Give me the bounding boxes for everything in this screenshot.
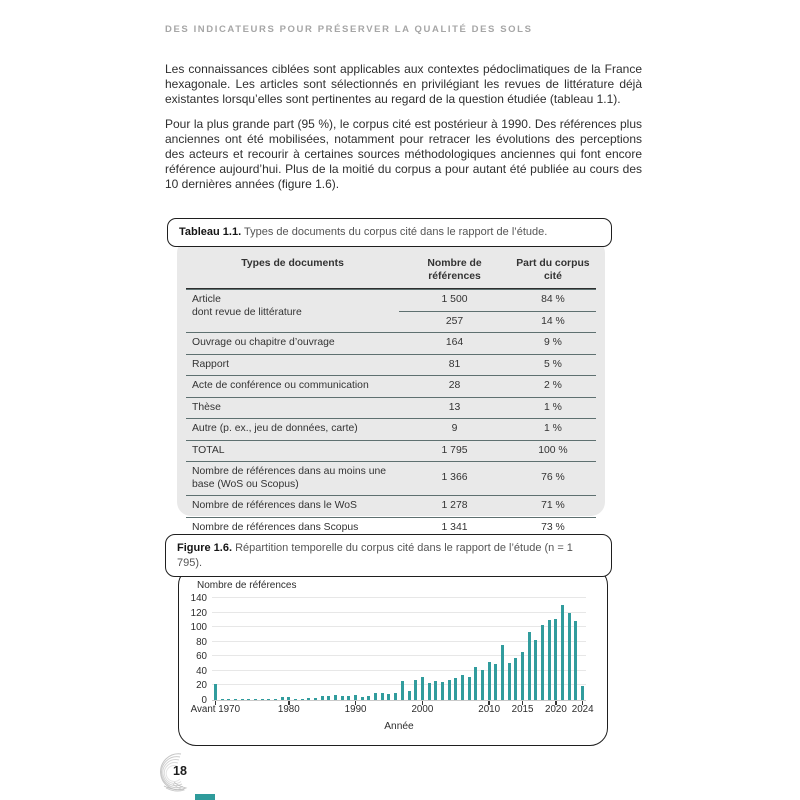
chart-bar bbox=[534, 640, 537, 700]
table-row bbox=[186, 332, 596, 354]
chart-bar bbox=[428, 683, 431, 700]
table-cell-label: Nombre de références dans Scopus bbox=[192, 521, 359, 533]
chart-bar bbox=[501, 645, 504, 700]
chart-bar bbox=[367, 696, 370, 700]
chart-bar bbox=[214, 684, 217, 700]
chart-x-tick-label: 1980 bbox=[277, 704, 300, 715]
chart-bar bbox=[414, 680, 417, 700]
table-row bbox=[186, 461, 596, 495]
chart-bar bbox=[468, 677, 471, 700]
table-cell-count: 9 bbox=[451, 423, 458, 434]
chart-bar bbox=[274, 699, 277, 700]
table-header-part: Part du corpus cité bbox=[516, 258, 590, 282]
table-body bbox=[186, 289, 596, 538]
chart-bar bbox=[261, 699, 264, 700]
paragraph-2: Pour la plus grande part (95 %), le corpus cité est postérieur à 1990. Des références plus anciennes ont été mobilisées, notamment pour retracer les évolutions des perceptions des acteurs et recourir à certaines sources méthodologiques anciennes qui font encore référence aujourd’hui. Plus de la moitié du corpus a pour autant été publiée au cours des 10 dernières années (figure 1.6). bbox=[165, 117, 642, 192]
table-cell-percent: 9 % bbox=[543, 337, 562, 348]
table-cell-count: 13 bbox=[448, 401, 461, 413]
table-cell-count: 1 795 bbox=[441, 444, 468, 456]
table-subrow bbox=[399, 311, 596, 333]
chart-plot-area bbox=[212, 598, 586, 701]
chart-bar bbox=[301, 699, 304, 700]
chart-bar bbox=[421, 677, 424, 700]
chart-y-tick-label: 100 bbox=[190, 622, 207, 634]
table-cell-label: Nombre de références dans le WoS bbox=[192, 500, 357, 511]
chart-x-axis-title: Année bbox=[384, 721, 414, 732]
table-cell-percent: 2 % bbox=[543, 380, 562, 391]
table-cell-count: 1 366 bbox=[441, 472, 468, 484]
table-row bbox=[186, 495, 596, 517]
chart-y-axis-title: Nombre de références bbox=[197, 580, 297, 591]
table-caption bbox=[167, 218, 612, 247]
table-cell-percent: 73 % bbox=[541, 521, 565, 533]
figure-caption-text: Répartition temporelle du corpus cité dans le rapport de l’étude (n = 1 795). bbox=[177, 542, 573, 569]
table-cell-label: Rapport bbox=[192, 358, 229, 370]
chart-bar bbox=[548, 620, 551, 700]
chart-x-tick-label: Avant 1970 bbox=[190, 704, 241, 715]
chart-bar bbox=[341, 696, 344, 700]
chart-bar bbox=[434, 681, 437, 700]
chart-bar bbox=[221, 699, 224, 700]
table-cell-count: 28 bbox=[448, 380, 461, 391]
chart-x-tick-label: 2000 bbox=[411, 704, 434, 715]
table-row bbox=[186, 440, 596, 462]
chart-bar bbox=[307, 698, 310, 700]
running-header: DES INDICATEURS POUR PRÉSERVER LA QUALITÉ DES SOLS bbox=[165, 24, 533, 35]
chart-bar bbox=[521, 652, 524, 700]
chart-y-tick-label: 20 bbox=[196, 680, 207, 692]
chart-gridline bbox=[212, 612, 586, 613]
chart-bar bbox=[227, 699, 230, 700]
chart-bar bbox=[528, 632, 531, 700]
chart-bar bbox=[247, 699, 250, 700]
table-caption-label: Tableau 1.1. bbox=[179, 226, 242, 238]
chart-bar bbox=[561, 605, 564, 700]
chart-bar bbox=[454, 678, 457, 700]
chart-bar bbox=[327, 696, 330, 700]
chart-x-tick-label: 2024 bbox=[571, 704, 594, 715]
chart-bar bbox=[448, 680, 451, 700]
figure-chart bbox=[178, 567, 608, 746]
chart-bar bbox=[541, 625, 544, 700]
chart-bar bbox=[554, 619, 557, 700]
chart-bar bbox=[374, 693, 377, 700]
chart-bar bbox=[321, 696, 324, 700]
chart-bar bbox=[234, 699, 237, 700]
table-row bbox=[186, 375, 596, 397]
table-cell-label: Nombre de références dans au moins une base (WoS ou Scopus) bbox=[192, 466, 387, 490]
table-cell-count: 1 341 bbox=[441, 521, 468, 533]
chart-bar bbox=[347, 696, 350, 700]
chart-bar bbox=[334, 695, 337, 700]
chart-y-tick-label: 40 bbox=[196, 665, 207, 677]
table-row bbox=[186, 418, 596, 440]
table-cell-count: 257 bbox=[445, 315, 464, 327]
table-header-row bbox=[186, 254, 596, 288]
chart-x-tick-label: 1990 bbox=[344, 704, 367, 715]
table-cell-count: 1 278 bbox=[441, 500, 468, 511]
chart-bar bbox=[394, 693, 397, 700]
chart-y-tick-label: 140 bbox=[190, 593, 207, 604]
figure-caption bbox=[165, 534, 612, 577]
chart-bar bbox=[381, 693, 384, 700]
chart-bar bbox=[574, 621, 577, 700]
chart-x-tick-label: 2010 bbox=[478, 704, 501, 715]
document-table bbox=[177, 239, 605, 533]
table-cell-percent: 76 % bbox=[541, 472, 565, 484]
table-cell-count: 164 bbox=[445, 337, 464, 348]
chart-bar bbox=[314, 698, 317, 700]
chart-gridline bbox=[212, 626, 586, 627]
chart-bar bbox=[294, 699, 297, 700]
table-cell-label: Ouvrage ou chapitre d’ouvrage bbox=[192, 337, 335, 348]
table-cell-label: Autre (p. ex., jeu de données, carte) bbox=[192, 423, 358, 434]
table-cell-label: Article dont revue de littérature bbox=[192, 294, 302, 318]
chart-y-tick-label: 120 bbox=[190, 607, 207, 619]
table-caption-text: Types de documents du corpus cité dans le rapport de l’étude. bbox=[241, 226, 548, 238]
chart-x-tick-label: 2015 bbox=[511, 704, 534, 715]
table-subrow bbox=[399, 290, 596, 311]
table-cell-percent: 1 % bbox=[543, 423, 562, 434]
table-cell-percent: 14 % bbox=[541, 315, 565, 327]
table-header-types: Types de documents bbox=[241, 258, 344, 269]
chart-bar bbox=[287, 697, 290, 700]
chart-bar bbox=[581, 686, 584, 700]
table-row bbox=[186, 397, 596, 419]
chart-y-tick-label: 80 bbox=[196, 636, 207, 648]
chart-bar bbox=[354, 695, 357, 700]
chart-bar bbox=[494, 664, 497, 700]
table-cell-percent: 1 % bbox=[543, 401, 562, 413]
table-cell-label: Thèse bbox=[192, 401, 221, 413]
chart-bar bbox=[401, 681, 404, 700]
chart-bar bbox=[361, 697, 364, 700]
chart-bar bbox=[254, 699, 257, 700]
chart-y-tick-label: 0 bbox=[201, 695, 207, 706]
chart-bar bbox=[508, 663, 511, 700]
chart-y-tick-label: 60 bbox=[196, 651, 207, 663]
chart-bar bbox=[488, 662, 491, 700]
table-cell-percent: 71 % bbox=[541, 500, 565, 511]
chart-bar bbox=[514, 658, 517, 700]
table-header-nombre: Nombre de références bbox=[427, 258, 482, 282]
chart-bar bbox=[241, 699, 244, 700]
chart-bar bbox=[387, 694, 390, 700]
table-cell-label: Acte de conférence ou communication bbox=[192, 380, 369, 391]
chart-bar bbox=[267, 699, 270, 700]
chart-bar bbox=[461, 675, 464, 701]
table-cell-count: 1 500 bbox=[441, 294, 468, 305]
paragraph-1: Les connaissances ciblées sont applicables aux contextes pédoclimatiques de la France hexagonale. Les articles sont sélectionnés en privilégiant les revues de littérature déjà existantes lorsqu’elles sont pertinentes au regard de la question étudiée (tableau 1.1). bbox=[165, 62, 642, 107]
table-cell-count: 81 bbox=[448, 358, 461, 370]
page-number: 18 bbox=[173, 764, 187, 778]
figure-caption-label: Figure 1.6. bbox=[177, 542, 233, 554]
chart-bar bbox=[408, 691, 411, 700]
table-row bbox=[186, 354, 596, 376]
table-cell-percent: 100 % bbox=[538, 444, 568, 456]
table-cell-percent: 84 % bbox=[541, 294, 565, 305]
chart-x-tick-label: 2020 bbox=[545, 704, 567, 715]
chart-bar bbox=[568, 613, 571, 700]
chart-bar bbox=[441, 682, 444, 700]
table-cell-label: TOTAL bbox=[192, 444, 225, 456]
chart-bar bbox=[481, 670, 484, 700]
table-cell-percent: 5 % bbox=[543, 358, 562, 370]
chart-bar bbox=[474, 667, 477, 700]
chart-gridline bbox=[212, 597, 586, 598]
table-row bbox=[186, 289, 596, 332]
chart-bar bbox=[281, 697, 284, 700]
